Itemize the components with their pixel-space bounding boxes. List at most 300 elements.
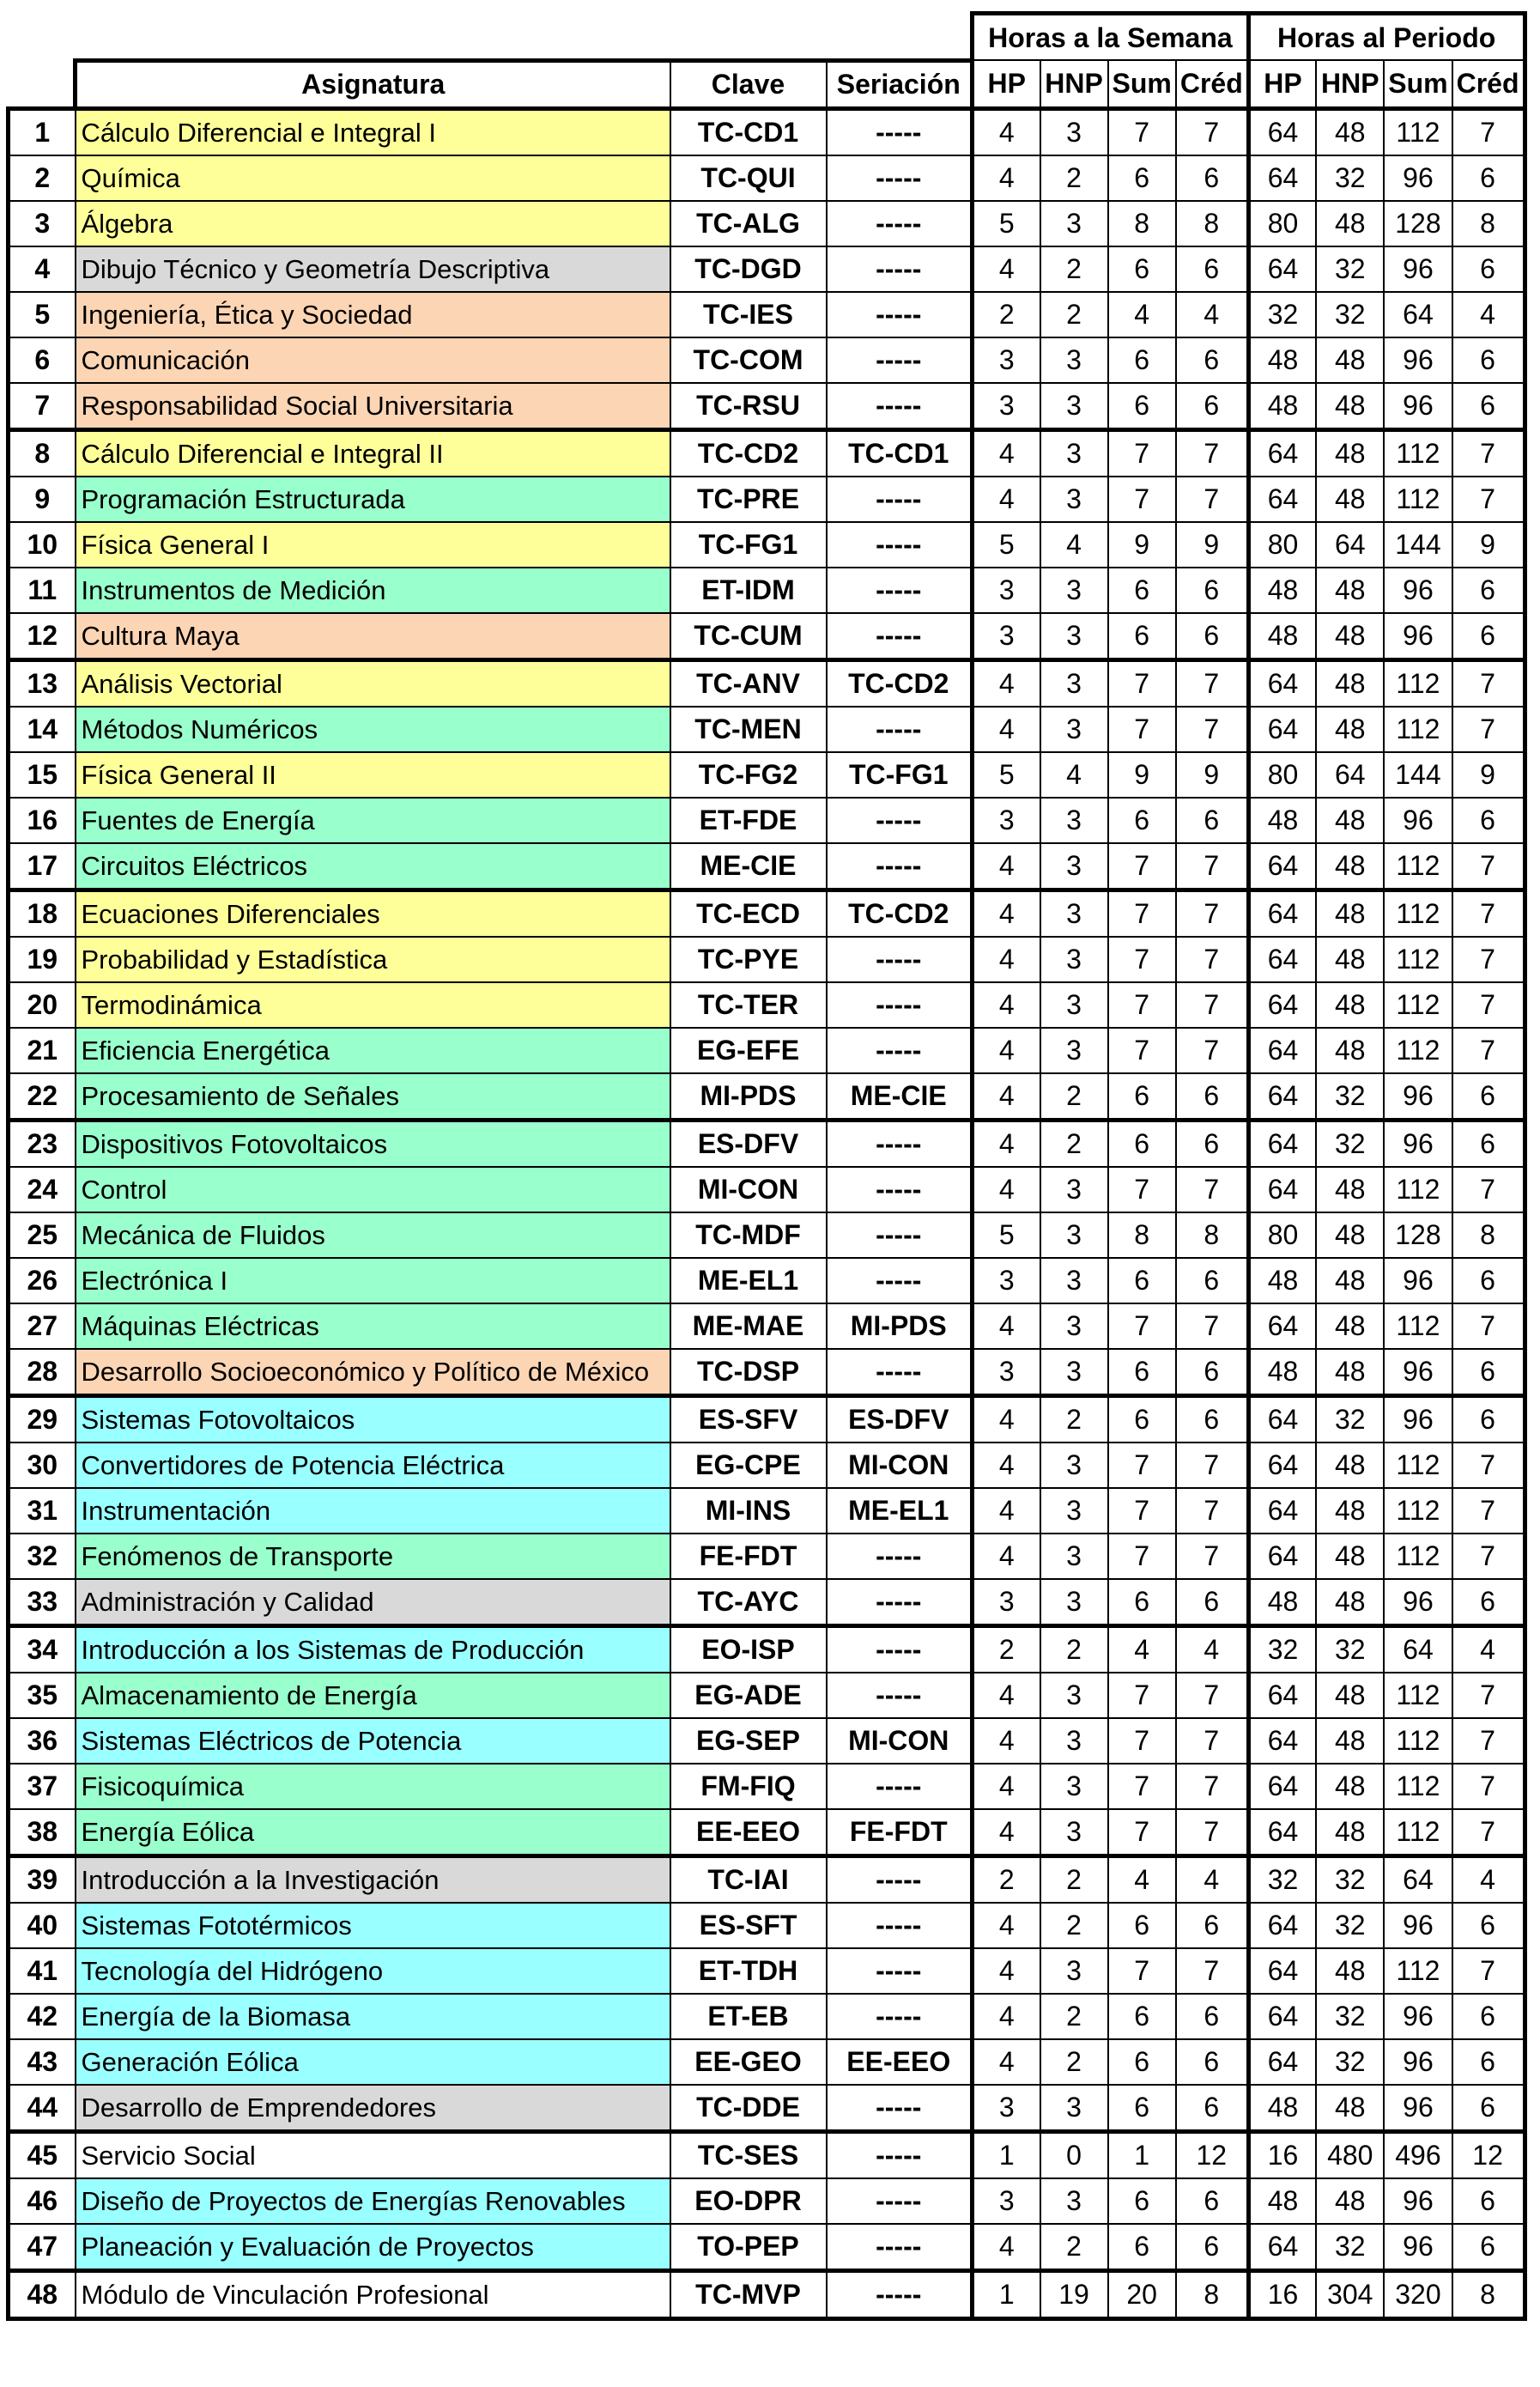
- subject-name: Eficiencia Energética: [76, 1028, 670, 1073]
- week-hp: 4: [973, 1303, 1040, 1349]
- subject-clave: FE-FDT: [670, 1534, 827, 1579]
- period-sum: 144: [1384, 752, 1452, 798]
- subject-clave: TC-ECD: [670, 890, 827, 937]
- week-cred: 6: [1176, 1120, 1248, 1167]
- week-hp: 4: [973, 429, 1040, 477]
- period-sum: 96: [1384, 568, 1452, 613]
- table-row: [9, 568, 1525, 613]
- period-sum: 96: [1384, 2085, 1452, 2132]
- subject-name: Sistemas Eléctricos de Potencia: [76, 1718, 670, 1764]
- period-hnp: 32: [1316, 292, 1384, 337]
- week-hp: 4: [973, 937, 1040, 982]
- period-hp: 64: [1248, 937, 1316, 982]
- subject-clave: TC-ANV: [670, 659, 827, 707]
- period-hp: 64: [1248, 477, 1316, 522]
- week-cred: 6: [1176, 155, 1248, 201]
- subject-seriacion: -----: [827, 1534, 973, 1579]
- period-hnp: 48: [1316, 1028, 1384, 1073]
- week-hp: 4: [973, 1994, 1040, 2039]
- row-number: 31: [9, 1488, 76, 1534]
- week-hp: 3: [973, 613, 1040, 660]
- header-period-hnp: HNP: [1316, 60, 1384, 108]
- period-hnp: 48: [1316, 1258, 1384, 1303]
- subject-seriacion: ES-DFV: [827, 1395, 973, 1443]
- period-cred: 7: [1452, 1028, 1525, 1073]
- period-sum: 64: [1384, 292, 1452, 337]
- period-hp: 64: [1248, 1673, 1316, 1718]
- week-cred: 7: [1176, 429, 1248, 477]
- row-number: 11: [9, 568, 76, 613]
- week-hnp: 2: [1040, 2039, 1108, 2085]
- subject-seriacion: -----: [827, 1764, 973, 1809]
- table-row: [9, 1488, 1525, 1534]
- subject-name: Sistemas Fototérmicos: [76, 1903, 670, 1948]
- row-number: 44: [9, 2085, 76, 2132]
- period-sum: 112: [1384, 659, 1452, 707]
- week-hp: 1: [973, 2270, 1040, 2318]
- week-cred: 4: [1176, 292, 1248, 337]
- week-sum: 6: [1108, 2039, 1176, 2085]
- period-cred: 6: [1452, 1395, 1525, 1443]
- row-number: 39: [9, 1856, 76, 1903]
- subject-name: Tecnología del Hidrógeno: [76, 1948, 670, 1994]
- subject-clave: TC-DSP: [670, 1349, 827, 1396]
- period-hnp: 48: [1316, 1673, 1384, 1718]
- row-number: 23: [9, 1120, 76, 1167]
- table-row: [9, 1395, 1525, 1443]
- subject-name: Dibujo Técnico y Geometría Descriptiva: [76, 246, 670, 292]
- period-hnp: 32: [1316, 155, 1384, 201]
- period-hp: 48: [1248, 1579, 1316, 1626]
- period-hnp: 48: [1316, 1534, 1384, 1579]
- period-cred: 7: [1452, 429, 1525, 477]
- week-hp: 4: [973, 155, 1040, 201]
- week-cred: 6: [1176, 1349, 1248, 1396]
- period-sum: 112: [1384, 1028, 1452, 1073]
- week-cred: 7: [1176, 659, 1248, 707]
- week-cred: 6: [1176, 1073, 1248, 1121]
- blank-cell: [76, 14, 670, 61]
- subject-clave: TC-TER: [670, 982, 827, 1028]
- week-hnp: 3: [1040, 201, 1108, 246]
- subject-name: Servicio Social: [76, 2131, 670, 2178]
- period-sum: 96: [1384, 1395, 1452, 1443]
- week-sum: 6: [1108, 2224, 1176, 2271]
- week-cred: 6: [1176, 1579, 1248, 1626]
- period-hp: 48: [1248, 1258, 1316, 1303]
- subject-seriacion: TC-CD2: [827, 890, 973, 937]
- week-sum: 7: [1108, 1028, 1176, 1073]
- period-hnp: 48: [1316, 201, 1384, 246]
- period-cred: 6: [1452, 1073, 1525, 1121]
- subject-seriacion: MI-PDS: [827, 1303, 973, 1349]
- table-row: [9, 982, 1525, 1028]
- period-hnp: 48: [1316, 659, 1384, 707]
- table-row: [9, 1167, 1525, 1212]
- period-hnp: 48: [1316, 1349, 1384, 1396]
- subject-name: Métodos Numéricos: [76, 707, 670, 752]
- period-hp: 64: [1248, 1488, 1316, 1534]
- subject-seriacion: ME-EL1: [827, 1488, 973, 1534]
- period-hp: 64: [1248, 1395, 1316, 1443]
- period-sum: 112: [1384, 890, 1452, 937]
- subject-name: Circuitos Eléctricos: [76, 843, 670, 890]
- period-hp: 64: [1248, 1948, 1316, 1994]
- subject-seriacion: -----: [827, 2270, 973, 2318]
- row-number: 28: [9, 1349, 76, 1396]
- period-hp: 64: [1248, 1764, 1316, 1809]
- table-row: [9, 890, 1525, 937]
- period-cred: 6: [1452, 798, 1525, 843]
- period-hnp: 32: [1316, 1625, 1384, 1673]
- period-sum: 96: [1384, 798, 1452, 843]
- period-cred: 4: [1452, 1856, 1525, 1903]
- subject-clave: TC-ALG: [670, 201, 827, 246]
- week-hnp: 3: [1040, 1579, 1108, 1626]
- subject-seriacion: -----: [827, 201, 973, 246]
- week-hp: 4: [973, 1534, 1040, 1579]
- row-number: 16: [9, 798, 76, 843]
- week-hnp: 3: [1040, 1258, 1108, 1303]
- week-hp: 2: [973, 1625, 1040, 1673]
- week-hp: 3: [973, 1579, 1040, 1626]
- blank-cell: [9, 60, 76, 108]
- week-hnp: 3: [1040, 1028, 1108, 1073]
- week-hp: 4: [973, 1809, 1040, 1856]
- table-row: [9, 477, 1525, 522]
- subject-seriacion: -----: [827, 798, 973, 843]
- week-cred: 7: [1176, 937, 1248, 982]
- row-number: 2: [9, 155, 76, 201]
- table-row: [9, 1534, 1525, 1579]
- table-row: [9, 659, 1525, 707]
- week-hp: 2: [973, 292, 1040, 337]
- row-number: 19: [9, 937, 76, 982]
- subject-seriacion: -----: [827, 2224, 973, 2271]
- table-row: [9, 292, 1525, 337]
- period-cred: 6: [1452, 2224, 1525, 2271]
- week-hp: 4: [973, 246, 1040, 292]
- subject-seriacion: -----: [827, 2085, 973, 2132]
- week-cred: 6: [1176, 613, 1248, 660]
- period-cred: 7: [1452, 937, 1525, 982]
- period-sum: 96: [1384, 1258, 1452, 1303]
- period-sum: 96: [1384, 1903, 1452, 1948]
- subject-clave: TC-SES: [670, 2131, 827, 2178]
- period-hnp: 64: [1316, 752, 1384, 798]
- subject-seriacion: -----: [827, 1903, 973, 1948]
- subject-seriacion: TC-CD1: [827, 429, 973, 477]
- period-hp: 48: [1248, 798, 1316, 843]
- week-hp: 4: [973, 982, 1040, 1028]
- week-cred: 7: [1176, 1534, 1248, 1579]
- week-hnp: 2: [1040, 155, 1108, 201]
- week-sum: 7: [1108, 1718, 1176, 1764]
- header-period-cred: Créd: [1452, 60, 1525, 108]
- week-hnp: 3: [1040, 1303, 1108, 1349]
- period-sum: 96: [1384, 1073, 1452, 1121]
- table-row: [9, 613, 1525, 660]
- row-number: 14: [9, 707, 76, 752]
- week-sum: 7: [1108, 1764, 1176, 1809]
- subject-seriacion: FE-FDT: [827, 1809, 973, 1856]
- week-hp: 3: [973, 337, 1040, 383]
- week-hnp: 2: [1040, 246, 1108, 292]
- period-cred: 7: [1452, 1488, 1525, 1534]
- period-hnp: 48: [1316, 1303, 1384, 1349]
- period-cred: 7: [1452, 843, 1525, 890]
- period-hnp: 48: [1316, 337, 1384, 383]
- row-number: 6: [9, 337, 76, 383]
- week-cred: 6: [1176, 2039, 1248, 2085]
- week-hnp: 19: [1040, 2270, 1108, 2318]
- week-hp: 1: [973, 2131, 1040, 2178]
- period-hnp: 48: [1316, 613, 1384, 660]
- table-row: [9, 2178, 1525, 2224]
- period-hp: 64: [1248, 429, 1316, 477]
- row-number: 9: [9, 477, 76, 522]
- period-hp: 48: [1248, 383, 1316, 430]
- subject-clave: MI-INS: [670, 1488, 827, 1534]
- period-hp: 32: [1248, 292, 1316, 337]
- period-hp: 64: [1248, 1073, 1316, 1121]
- period-hnp: 48: [1316, 890, 1384, 937]
- subject-clave: EG-EFE: [670, 1028, 827, 1073]
- period-cred: 7: [1452, 890, 1525, 937]
- row-number: 20: [9, 982, 76, 1028]
- week-hp: 4: [973, 1120, 1040, 1167]
- week-hnp: 3: [1040, 1534, 1108, 1579]
- row-number: 29: [9, 1395, 76, 1443]
- subject-name: Física General I: [76, 522, 670, 568]
- curriculum-table: [6, 11, 1527, 2321]
- week-cred: 7: [1176, 108, 1248, 155]
- period-hp: 48: [1248, 337, 1316, 383]
- subject-clave: ES-SFT: [670, 1903, 827, 1948]
- week-cred: 7: [1176, 1303, 1248, 1349]
- subject-clave: ET-IDM: [670, 568, 827, 613]
- row-number: 10: [9, 522, 76, 568]
- week-sum: 6: [1108, 1349, 1176, 1396]
- subject-clave: TC-CD2: [670, 429, 827, 477]
- week-sum: 6: [1108, 613, 1176, 660]
- week-cred: 6: [1176, 2178, 1248, 2224]
- subject-name: Termodinámica: [76, 982, 670, 1028]
- period-hnp: 48: [1316, 2085, 1384, 2132]
- subject-clave: TC-PYE: [670, 937, 827, 982]
- week-sum: 7: [1108, 659, 1176, 707]
- week-hnp: 3: [1040, 1718, 1108, 1764]
- week-hnp: 3: [1040, 1488, 1108, 1534]
- period-hp: 64: [1248, 155, 1316, 201]
- period-sum: 496: [1384, 2131, 1452, 2178]
- subject-seriacion: -----: [827, 337, 973, 383]
- week-sum: 20: [1108, 2270, 1176, 2318]
- period-cred: 8: [1452, 201, 1525, 246]
- week-hp: 4: [973, 1948, 1040, 1994]
- period-hnp: 48: [1316, 1167, 1384, 1212]
- period-hp: 32: [1248, 1625, 1316, 1673]
- week-hnp: 3: [1040, 337, 1108, 383]
- period-sum: 128: [1384, 1212, 1452, 1258]
- subject-name: Introducción a la Investigación: [76, 1856, 670, 1903]
- week-sum: 4: [1108, 1856, 1176, 1903]
- week-hnp: 3: [1040, 1212, 1108, 1258]
- week-hnp: 3: [1040, 2178, 1108, 2224]
- week-hp: 3: [973, 2178, 1040, 2224]
- subject-seriacion: -----: [827, 108, 973, 155]
- period-cred: 7: [1452, 1718, 1525, 1764]
- week-hp: 5: [973, 522, 1040, 568]
- row-number: 34: [9, 1625, 76, 1673]
- week-hnp: 3: [1040, 2085, 1108, 2132]
- week-hp: 3: [973, 568, 1040, 613]
- row-number: 30: [9, 1443, 76, 1488]
- table-row: [9, 1903, 1525, 1948]
- row-number: 45: [9, 2131, 76, 2178]
- table-row: [9, 1028, 1525, 1073]
- row-number: 36: [9, 1718, 76, 1764]
- period-hp: 48: [1248, 568, 1316, 613]
- week-cred: 8: [1176, 1212, 1248, 1258]
- subject-seriacion: -----: [827, 2178, 973, 2224]
- week-hnp: 3: [1040, 890, 1108, 937]
- period-hp: 16: [1248, 2270, 1316, 2318]
- header-period-sum: Sum: [1384, 60, 1452, 108]
- period-hp: 64: [1248, 1903, 1316, 1948]
- week-hnp: 3: [1040, 1948, 1108, 1994]
- row-number: 37: [9, 1764, 76, 1809]
- period-hnp: 32: [1316, 1994, 1384, 2039]
- period-hp: 64: [1248, 1120, 1316, 1167]
- week-hnp: 2: [1040, 1395, 1108, 1443]
- week-hp: 4: [973, 1718, 1040, 1764]
- week-sum: 7: [1108, 843, 1176, 890]
- subject-clave: MI-CON: [670, 1167, 827, 1212]
- table-row: [9, 2224, 1525, 2271]
- table-row: [9, 1718, 1525, 1764]
- subject-name: Sistemas Fotovoltaicos: [76, 1395, 670, 1443]
- period-cred: 8: [1452, 2270, 1525, 2318]
- week-hnp: 3: [1040, 429, 1108, 477]
- period-hp: 64: [1248, 1809, 1316, 1856]
- period-cred: 12: [1452, 2131, 1525, 2178]
- week-cred: 6: [1176, 1994, 1248, 2039]
- week-sum: 7: [1108, 707, 1176, 752]
- subject-seriacion: -----: [827, 1948, 973, 1994]
- week-hnp: 4: [1040, 522, 1108, 568]
- header-hnp: HNP: [1040, 60, 1108, 108]
- subject-seriacion: -----: [827, 937, 973, 982]
- period-sum: 112: [1384, 1673, 1452, 1718]
- week-hnp: 3: [1040, 108, 1108, 155]
- week-hp: 4: [973, 1673, 1040, 1718]
- week-sum: 1: [1108, 2131, 1176, 2178]
- header-hp: HP: [973, 60, 1040, 108]
- week-hp: 4: [973, 1395, 1040, 1443]
- week-sum: 4: [1108, 1625, 1176, 1673]
- period-hp: 64: [1248, 1718, 1316, 1764]
- subject-name: Fuentes de Energía: [76, 798, 670, 843]
- week-hnp: 3: [1040, 1443, 1108, 1488]
- week-hnp: 2: [1040, 1625, 1108, 1673]
- week-hp: 4: [973, 2224, 1040, 2271]
- week-sum: 7: [1108, 1948, 1176, 1994]
- row-number: 40: [9, 1903, 76, 1948]
- week-hnp: 3: [1040, 798, 1108, 843]
- week-hnp: 3: [1040, 568, 1108, 613]
- week-hp: 3: [973, 383, 1040, 430]
- subject-name: Módulo de Vinculación Profesional: [76, 2270, 670, 2318]
- period-sum: 112: [1384, 1764, 1452, 1809]
- week-hnp: 3: [1040, 1167, 1108, 1212]
- period-hnp: 480: [1316, 2131, 1384, 2178]
- period-sum: 96: [1384, 2039, 1452, 2085]
- subject-name: Instrumentación: [76, 1488, 670, 1534]
- subject-name: Introducción a los Sistemas de Producción: [76, 1625, 670, 1673]
- row-number: 42: [9, 1994, 76, 2039]
- subject-seriacion: -----: [827, 1120, 973, 1167]
- period-cred: 7: [1452, 1764, 1525, 1809]
- subject-name: Programación Estructurada: [76, 477, 670, 522]
- period-cred: 7: [1452, 1809, 1525, 1856]
- subject-seriacion: -----: [827, 292, 973, 337]
- table-row: [9, 937, 1525, 982]
- week-sum: 6: [1108, 568, 1176, 613]
- table-row: [9, 2131, 1525, 2178]
- table-row: [9, 201, 1525, 246]
- header-clave: Clave: [670, 60, 827, 108]
- period-hp: 64: [1248, 843, 1316, 890]
- week-sum: 7: [1108, 1443, 1176, 1488]
- period-hp: 64: [1248, 707, 1316, 752]
- period-cred: 7: [1452, 1534, 1525, 1579]
- subject-name: Energía de la Biomasa: [76, 1994, 670, 2039]
- period-sum: 96: [1384, 246, 1452, 292]
- row-number: 7: [9, 383, 76, 430]
- subject-seriacion: TC-CD2: [827, 659, 973, 707]
- week-hp: 4: [973, 477, 1040, 522]
- week-cred: 6: [1176, 1258, 1248, 1303]
- period-sum: 96: [1384, 613, 1452, 660]
- subject-seriacion: -----: [827, 1856, 973, 1903]
- week-hp: 4: [973, 1073, 1040, 1121]
- week-hp: 5: [973, 201, 1040, 246]
- period-sum: 112: [1384, 1809, 1452, 1856]
- subject-clave: ET-EB: [670, 1994, 827, 2039]
- period-hnp: 48: [1316, 1809, 1384, 1856]
- row-number: 32: [9, 1534, 76, 1579]
- subject-seriacion: -----: [827, 1212, 973, 1258]
- period-sum: 112: [1384, 477, 1452, 522]
- period-hnp: 48: [1316, 1764, 1384, 1809]
- week-sum: 6: [1108, 2085, 1176, 2132]
- subject-clave: TC-DGD: [670, 246, 827, 292]
- week-cred: 7: [1176, 1488, 1248, 1534]
- subject-name: Administración y Calidad: [76, 1579, 670, 1626]
- subject-clave: EE-EEO: [670, 1809, 827, 1856]
- table-row: [9, 1443, 1525, 1488]
- week-cred: 7: [1176, 1673, 1248, 1718]
- period-hp: 64: [1248, 1443, 1316, 1488]
- subject-name: Desarrollo de Emprendedores: [76, 2085, 670, 2132]
- blank-cell: [827, 14, 973, 61]
- period-hp: 48: [1248, 2085, 1316, 2132]
- subject-name: Generación Eólica: [76, 2039, 670, 2085]
- week-cred: 6: [1176, 246, 1248, 292]
- period-hnp: 48: [1316, 1948, 1384, 1994]
- week-hnp: 3: [1040, 1349, 1108, 1396]
